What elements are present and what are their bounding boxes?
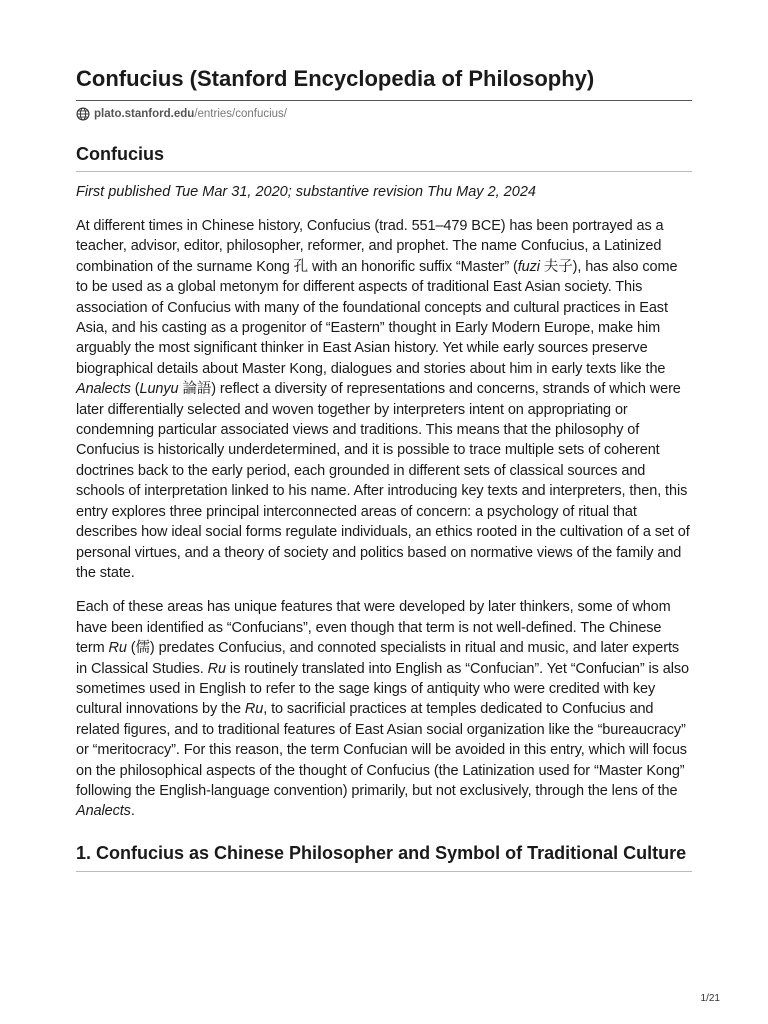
source-url[interactable] bbox=[94, 108, 287, 120]
section-heading-1: 1. Confucius as Chinese Philosopher and Symbol of Traditional Culture bbox=[76, 842, 692, 872]
document-page bbox=[76, 64, 692, 872]
paragraph-2: Each of these areas has unique features that were developed by later thinkers, some of whom have been identified as “Confucians”, even though that term is not well-defined. The Chinese term Ru (儒) predates Confucius, and connoted specialists in ritual and music, and later experts in Classical Studies. Ru is routinely translated into English as “Confucian”. Yet “Confucian” is also sometimes used in English to refer to the sage kings of antiquity who were credited with key cultural innovations by the Ru, to sacrificial practices at temples dedicated to Confucius and related figures, and to traditional features of East Asian social organization like the “bureaucracy” or “meritocracy”. For this reason, the term Confucian will be avoided in this entry, which will focus on the philosophical aspects of the thought of Confucius (the Latinization used for “Master Kong” following the English-language convention) primarily, but not exclusively, through the lens of the Analects. bbox=[76, 599, 689, 820]
paragraph-1: At different times in Chinese history, Confucius (trad. 551–479 BCE) has been portrayed as a teacher, advisor, editor, philosopher, reformer, and prophet. The name Confucius, a Latinized combination of the surname Kong 孔 with an honorific suffix “Master” (fuzi 夫子), has also come to be used as a global metonym for different aspects of traditional East Asian society. This association of Confucius with many of the foundational concepts and cultural practices in East Asia, and his casting as a progenitor of “Eastern” thought in Early Modern Europe, make him arguably the most significant thinker in East Asian history. Yet while early sources preserve biographical details about Master Kong, dialogues and stories about him in early texts like the Analects (Lunyu 論語) reflect a diversity of representations and concerns, strands of which were later differentially selected and woven together by interpreters intent on appropriating or condemning particular associated views and traditions. This means that the philosophy of Confucius is historically underdetermined, and it is possible to trace multiple sets of coherent doctrines back to the early period, each grounded in different sets of classical sources and schools of interpretation linked to his name. After introducing key texts and interpreters, then, this entry explores three principal interconnected areas of concern: a psychology of ritual that describes how ideal social forms regulate individuals, an ethics rooted in the cultivation of a set of personal virtues, and a theory of society and politics based on normative views of the family and the state. bbox=[76, 218, 690, 581]
source-path: /entries/confucius/ bbox=[194, 108, 287, 120]
section-title: Confucius bbox=[76, 141, 692, 172]
page-title: Confucius (Stanford Encyclopedia of Philosophy) bbox=[76, 64, 692, 101]
publication-info: First published Tue Mar 31, 2020; substantive revision Thu May 2, 2024 bbox=[76, 184, 536, 200]
page-number: 1/21 bbox=[700, 993, 720, 1004]
globe-icon bbox=[76, 107, 90, 121]
source-domain: plato.stanford.edu bbox=[94, 108, 195, 120]
source-line bbox=[76, 107, 692, 121]
